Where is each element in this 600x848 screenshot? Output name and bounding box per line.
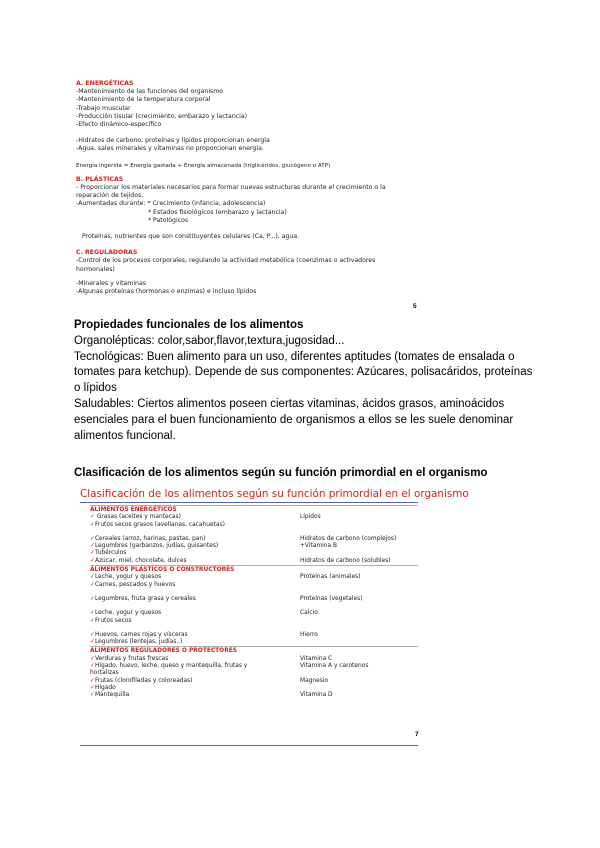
table-row (90, 656, 418, 663)
table-row (90, 522, 418, 529)
reguladoras-line: -Algunas proteínas (hormonas o enzimas) e incluso lípidos (76, 288, 257, 296)
bottom-divider (80, 745, 418, 746)
paragraph-tecnologicas: Tecnológicas: Buen alimento para un uso, diferentes aptitudes (tomates de ensalada o tomates para ketchup). Depende de sus componentes: Azúcares, polisacáridos, proteínas o lípidos (74, 350, 533, 395)
energeticas-line: -Mantenimiento de la temperatura corporal (76, 96, 211, 104)
nutrient: Lípidos (300, 514, 321, 521)
table-row (90, 550, 418, 557)
slide-page-number: 7 (415, 731, 419, 738)
reguladoras-line: -Control de los procesos corporales, regulando la actividad metabólica (coenzimas o activadores (76, 257, 376, 265)
energia-formula: Energía ingerida = Energía gastada + Energía almacenada (triglicéridos, glucógeno o ATP) (76, 162, 331, 169)
slide-title: Clasificación de los alimentos según su función primordial en el organismo (80, 488, 469, 500)
check-icon: ✓ (90, 639, 95, 646)
table-row (90, 582, 418, 589)
nutrient: Magnesio (300, 677, 329, 684)
reguladoras-title: C. REGULADORAS (76, 249, 138, 257)
table-row (90, 692, 418, 699)
table-row (90, 670, 418, 677)
food-item: Hígado (94, 684, 116, 691)
table-row (90, 514, 418, 521)
table-row (90, 618, 418, 625)
plasticas-title: B. PLÁSTICAS (76, 175, 124, 183)
check-icon: ✓ (90, 574, 95, 581)
energeticas-title: A. ENERGÉTICAS (76, 80, 134, 87)
energeticas-line: -Trabajo muscular (76, 104, 131, 112)
check-icon: ✓ (90, 663, 95, 670)
check-icon: ✓ (90, 535, 95, 542)
energeticas-line: -Mantenimiento de las funciones del organismo (76, 88, 224, 96)
table-row (90, 558, 418, 566)
nutrient: Hierro (300, 631, 318, 638)
food-item: Frutos secos grasos (avellanas, cacahuetas) (94, 521, 225, 528)
plasticas-line: * Estados fisiológicos (embarazo y lactancia) (148, 208, 287, 216)
section-reguladores: ALIMENTOS REGULADORES O PROTECTORES (90, 647, 418, 656)
nutrient: Proteínas (animales) (300, 574, 361, 581)
nutrient: Vitamina C (300, 655, 333, 662)
main-text (74, 318, 534, 444)
food-item: Mantequilla (94, 692, 130, 699)
food-item: Legumbres (lentejas, judías..) (94, 639, 183, 646)
food-item: Carnes, pescados y huevos (94, 581, 176, 588)
check-icon: ✓ (90, 684, 95, 691)
title-divider (80, 502, 418, 503)
nutrient: +Vitamina B (300, 543, 338, 550)
table-row (90, 639, 418, 647)
section-energeticos: ALIMENTOS ENERGÉTICOS (90, 506, 418, 515)
plasticas-line: reparación de tejidos. (76, 192, 144, 200)
reguladoras-line: hormonales) (76, 265, 115, 273)
food-item: Frutas (clorofiladas y coloreadas) (94, 677, 193, 684)
plasticas-line: Proteínas, nutrientes que son constituyentes celulares (Ca, P...), agua. (82, 233, 300, 241)
food-item: Grasas (aceites y mantecas) (96, 514, 181, 521)
table-row (90, 663, 418, 670)
check-icon: ✓ (90, 581, 95, 588)
slide-funciones (76, 80, 436, 296)
food-item: hortalizas (90, 670, 119, 677)
food-item: Legumbres (garbanzos, judías, guisantes) (94, 543, 219, 550)
food-item: Legumbres, fruta grasa y cereales (94, 595, 196, 602)
paragraph-organolepticas: Organolépticas: color,sabor,flavor,textura,jugosidad... (74, 334, 345, 347)
food-item: Leche, yogur y quesos (94, 574, 162, 581)
table-row (90, 543, 418, 550)
check-icon: ✓ (90, 514, 95, 521)
food-item: Huevos, carnes rojas y vísceras (94, 631, 188, 638)
energeticas-extra: -Agua, sales minerales y vitaminas no proporcionan energía. (76, 145, 264, 153)
check-icon: ✓ (90, 631, 95, 638)
heading-propiedades: Propiedades funcionales de los alimentos (74, 319, 304, 331)
table-row (90, 678, 418, 685)
nutrient: Vitamina A y carotenos (300, 663, 369, 670)
nutrient: Calcio (300, 610, 318, 617)
food-item: Tubérculos (94, 550, 127, 557)
food-item: Hígado, huevo, leche, queso y mantequilla, frutas y (94, 663, 248, 670)
section-plasticos: ALIMENTOS PLÁSTICOS O CONSTRUCTORES (90, 566, 418, 575)
check-icon: ✓ (90, 595, 95, 602)
table-row (90, 685, 418, 692)
energeticas-line: -Producción tisular (crecimiento, embarazo y lactancia) (76, 112, 248, 120)
check-icon: ✓ (90, 557, 95, 564)
energeticas-line: -Efecto dinámico-específico (76, 121, 162, 129)
food-item: Azúcar, miel, chocolate, dulces (94, 557, 187, 564)
food-item: Verduras y frutas frescas (94, 655, 169, 662)
table-row (90, 574, 418, 581)
table-row (90, 596, 418, 603)
check-icon: ✓ (90, 617, 95, 624)
check-icon: ✓ (90, 610, 95, 617)
check-icon: ✓ (90, 521, 95, 528)
plasticas-line: -Aumentadas durante: * Crecimiento (infancia, adolescencia) (76, 200, 266, 208)
reguladoras-line: -Minerales y vitaminas (76, 279, 146, 287)
heading-clasificacion: Clasificación de los alimentos según su función primordial en el organismo (74, 467, 488, 479)
check-icon: ✓ (90, 692, 95, 699)
nutrient: Proteínas (vegetales) (300, 595, 363, 602)
food-item: Frutos secos (94, 617, 132, 624)
check-icon: ✓ (90, 677, 95, 684)
check-icon: ✓ (90, 550, 95, 557)
heading-wrapper (74, 466, 534, 482)
food-item: Leche, yogur y quesos (94, 610, 162, 617)
check-icon: ✓ (90, 655, 95, 662)
food-item: Cereales (arroz, harinas, pastas, pan) (94, 535, 206, 542)
energeticas-extra: -Hidratos de carbono, proteínas y lípidos proporcionan energía (76, 137, 270, 145)
paragraph-saludables: Saludables: Ciertos alimentos poseen ciertas vitaminas, ácidos grasos, aminoácidos esenciales para el buen funcionamiento de organismos a ellos se les suele denominar alimentos funcional. (74, 397, 514, 442)
plasticas-line: * Patológicos (148, 216, 189, 224)
nutrient: Vitamina D (300, 692, 333, 699)
table-row (90, 610, 418, 617)
slide-page-number: 5 (413, 303, 417, 310)
plasticas-line: - Proporcionar los materiales necesarios para formar nuevas estructuras durante el crecimiento o la (76, 184, 386, 192)
nutrient: Hidratos de carbono (complejos) (300, 535, 397, 542)
check-icon: ✓ (90, 543, 95, 550)
classification-table (90, 505, 418, 700)
nutrient: Hidratos de carbono (solubles) (300, 557, 391, 564)
